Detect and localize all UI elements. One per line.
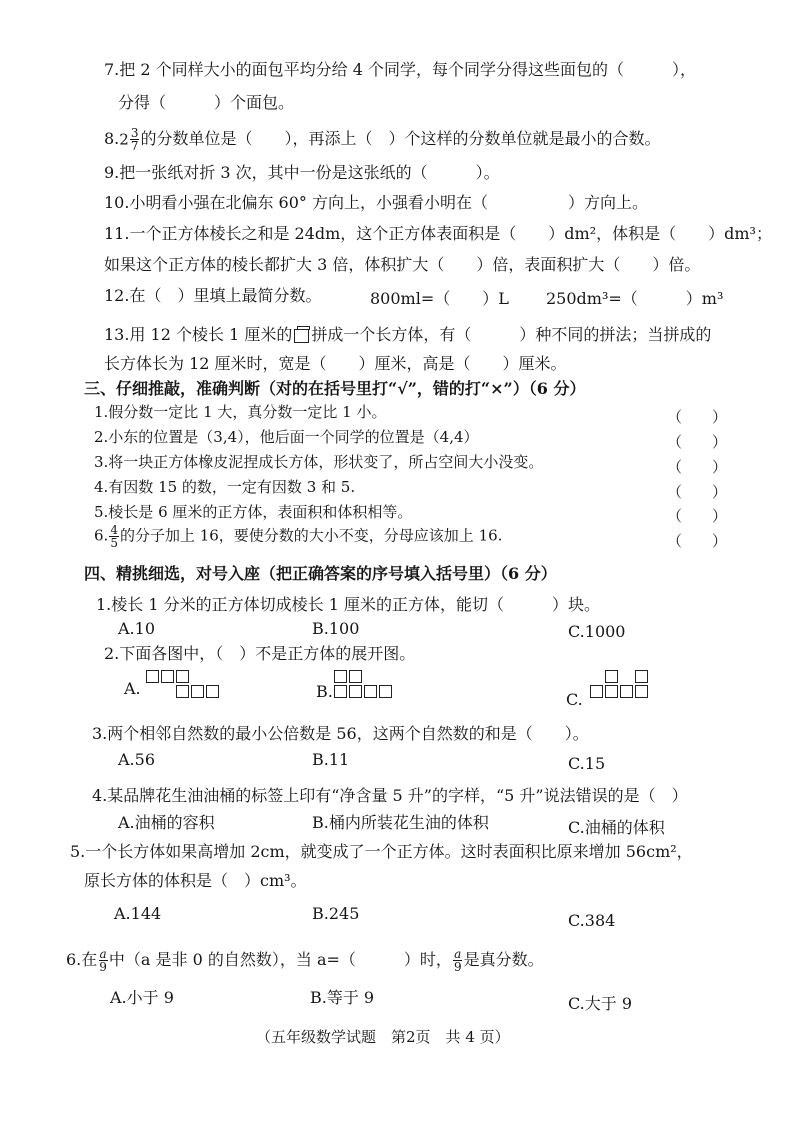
choice-q2-option-a: A. xyxy=(124,679,141,698)
choice-q4: 4.某品牌花生油油桶的标签上印有“净含量 5 升”的字样，“5 升”说法错误的是（ ） xyxy=(92,786,688,805)
q8 xyxy=(104,127,660,152)
judge-item-6-fraction xyxy=(109,524,119,549)
choice-q6-fraction-1-numerator: a xyxy=(99,947,107,961)
answer-paren-5[interactable]: （ ） xyxy=(667,507,728,525)
q13-text-post: 拼成一个长方体，有（ ）种不同的拼法；当拼成的 xyxy=(311,325,712,344)
choice-q6-text-mid: 中（a 是非 0 的自然数），当 a=（ ）时， xyxy=(108,950,452,969)
choice-q6-text-post: 是真分数。 xyxy=(463,950,544,969)
choice-q5-option-a: A.144 xyxy=(114,904,162,923)
judge-item-6-text: 的分子加上 16，要使分数的大小不变，分母应该加上 16. xyxy=(119,526,503,545)
judge-item-6-numerator: 4 xyxy=(110,523,118,537)
choice-q1-option-c: C.1000 xyxy=(568,622,626,641)
judge-item-3: 3.将一块正方体橡皮泥捏成长方体，形状变了，所占空间大小没变。 xyxy=(94,453,544,471)
choice-q4-option-a: A.油桶的容积 xyxy=(118,813,215,832)
choice-q1-option-a: A.10 xyxy=(118,619,155,638)
choice-q6-option-c: C.大于 9 xyxy=(568,994,633,1013)
choice-q6-fraction-2-numerator: a xyxy=(454,947,462,961)
cube-net-c xyxy=(590,670,670,714)
choice-q6-fraction-2 xyxy=(453,948,463,973)
choice-q3-option-a: A.56 xyxy=(118,750,155,769)
q8-numerator: 3 xyxy=(130,126,139,140)
choice-q6-fraction-2-denominator: 9 xyxy=(453,960,462,974)
judge-item-2: 2.小东的位置是（3,4），他后面一个同学的位置是（4,4） xyxy=(94,428,479,446)
judge-item-1: 1.假分数一定比 1 大，真分数一定比 1 小。 xyxy=(94,403,387,421)
choice-q5-line2: 原长方体的体积是（ ）cm³。 xyxy=(84,871,307,890)
judge-item-4: 4.有因数 15 的数，一定有因数 3 和 5. xyxy=(94,478,356,496)
judge-item-6-denominator: 5 xyxy=(110,536,118,550)
cube-net-b xyxy=(334,670,414,710)
section4-title: 四、精挑细选，对号入座（把正确答案的序号填入括号里）（6 分） xyxy=(84,564,557,583)
page-footer: （五年级数学试题 第2页 共 4 页） xyxy=(256,1028,510,1046)
q13-text-pre: 13.用 12 个棱长 1 厘米的 xyxy=(104,325,293,344)
judge-item-6 xyxy=(94,524,502,549)
choice-q6-option-a: A.小于 9 xyxy=(110,988,174,1007)
choice-q5-line1: 5.一个长方体如果高增加 2cm，就变成了一个正方体。这时表面积比原来增加 56cm²， xyxy=(70,842,693,861)
choice-q2-option-c: C. xyxy=(566,690,583,709)
judge-item-5: 5.棱长是 6 厘米的正方体，表面积和体积相等。 xyxy=(94,503,413,521)
choice-q6-text-pre: 6.在 xyxy=(66,950,98,969)
q13-line1 xyxy=(104,325,711,345)
cube-icon xyxy=(294,329,309,343)
choice-q6 xyxy=(66,948,544,973)
q12-conversion-2: 250dm³=（ ）m³ xyxy=(546,289,724,308)
answer-paren-1[interactable]: （ ） xyxy=(667,408,728,426)
section3-title: 三、仔细推敲，准确判断（对的在括号里打“√”，错的打“×”）（6 分） xyxy=(84,379,586,398)
cube-net-a xyxy=(146,670,226,704)
q7-line2: 分得（ ）个面包。 xyxy=(118,93,295,112)
q12-conversion-1: 800ml=（ ）L xyxy=(370,289,509,308)
q7-line1: 7.把 2 个同样大小的面包平均分给 4 个同学，每个同学分得这些面包的（ ）， xyxy=(104,60,696,79)
choice-q5-option-c: C.384 xyxy=(568,911,616,930)
choice-q3: 3.两个相邻自然数的最小公倍数是 56，这两个自然数的和是（ ）。 xyxy=(92,724,589,743)
choice-q6-fraction-1-denominator: 9 xyxy=(99,960,107,974)
choice-q2-option-b: B. xyxy=(316,682,333,701)
q8-fraction xyxy=(130,127,140,152)
choice-q4-option-c: C.油桶的体积 xyxy=(568,818,665,837)
choice-q6-fraction-1 xyxy=(98,948,108,973)
answer-paren-2[interactable]: （ ） xyxy=(667,433,728,451)
choice-q3-option-c: C.15 xyxy=(568,754,606,773)
judge-item-6-number: 6. xyxy=(94,526,109,545)
q11-line1: 11.一个正方体棱长之和是 24dm，这个正方体表面积是（ ）dm²，体积是（ ）dm³； xyxy=(104,224,772,243)
answer-paren-3[interactable]: （ ） xyxy=(667,458,728,476)
choice-q2: 2.下面各图中，（ ）不是正方体的展开图。 xyxy=(104,644,416,663)
q10: 10.小明看小强在北偏东 60° 方向上，小强看小明在（ ）方向上。 xyxy=(104,193,648,212)
choice-q1: 1.棱长 1 分米的正方体切成棱长 1 厘米的正方体，能切（ ）块。 xyxy=(96,595,600,614)
choice-q6-option-b: B.等于 9 xyxy=(310,988,375,1007)
answer-paren-4[interactable]: （ ） xyxy=(667,483,728,501)
q8-denominator: 7 xyxy=(130,139,139,153)
q12: 12.在（ ）里填上最简分数。 xyxy=(104,286,322,305)
choice-q4-option-b: B.桶内所装花生油的体积 xyxy=(312,813,489,832)
q8-text: 的分数单位是（ ），再添上（ ）个这样的分数单位就是最小的合数。 xyxy=(140,129,661,148)
choice-q1-option-b: B.100 xyxy=(312,619,360,638)
q11-line2: 如果这个正方体的棱长都扩大 3 倍，体积扩大（ ）倍，表面积扩大（ ）倍。 xyxy=(104,255,701,274)
choice-q3-option-b: B.11 xyxy=(312,750,350,769)
q13-line2: 长方体长为 12 厘米时，宽是（ ）厘米，高是（ ）厘米。 xyxy=(104,354,567,373)
q9: 9.把一张纸对折 3 次，其中一份是这张纸的（ ）。 xyxy=(104,163,500,182)
q8-whole: 2 xyxy=(119,130,129,149)
choice-q5-option-b: B.245 xyxy=(312,904,360,923)
answer-paren-6[interactable]: （ ） xyxy=(667,532,728,550)
q8-number: 8. xyxy=(104,129,120,148)
